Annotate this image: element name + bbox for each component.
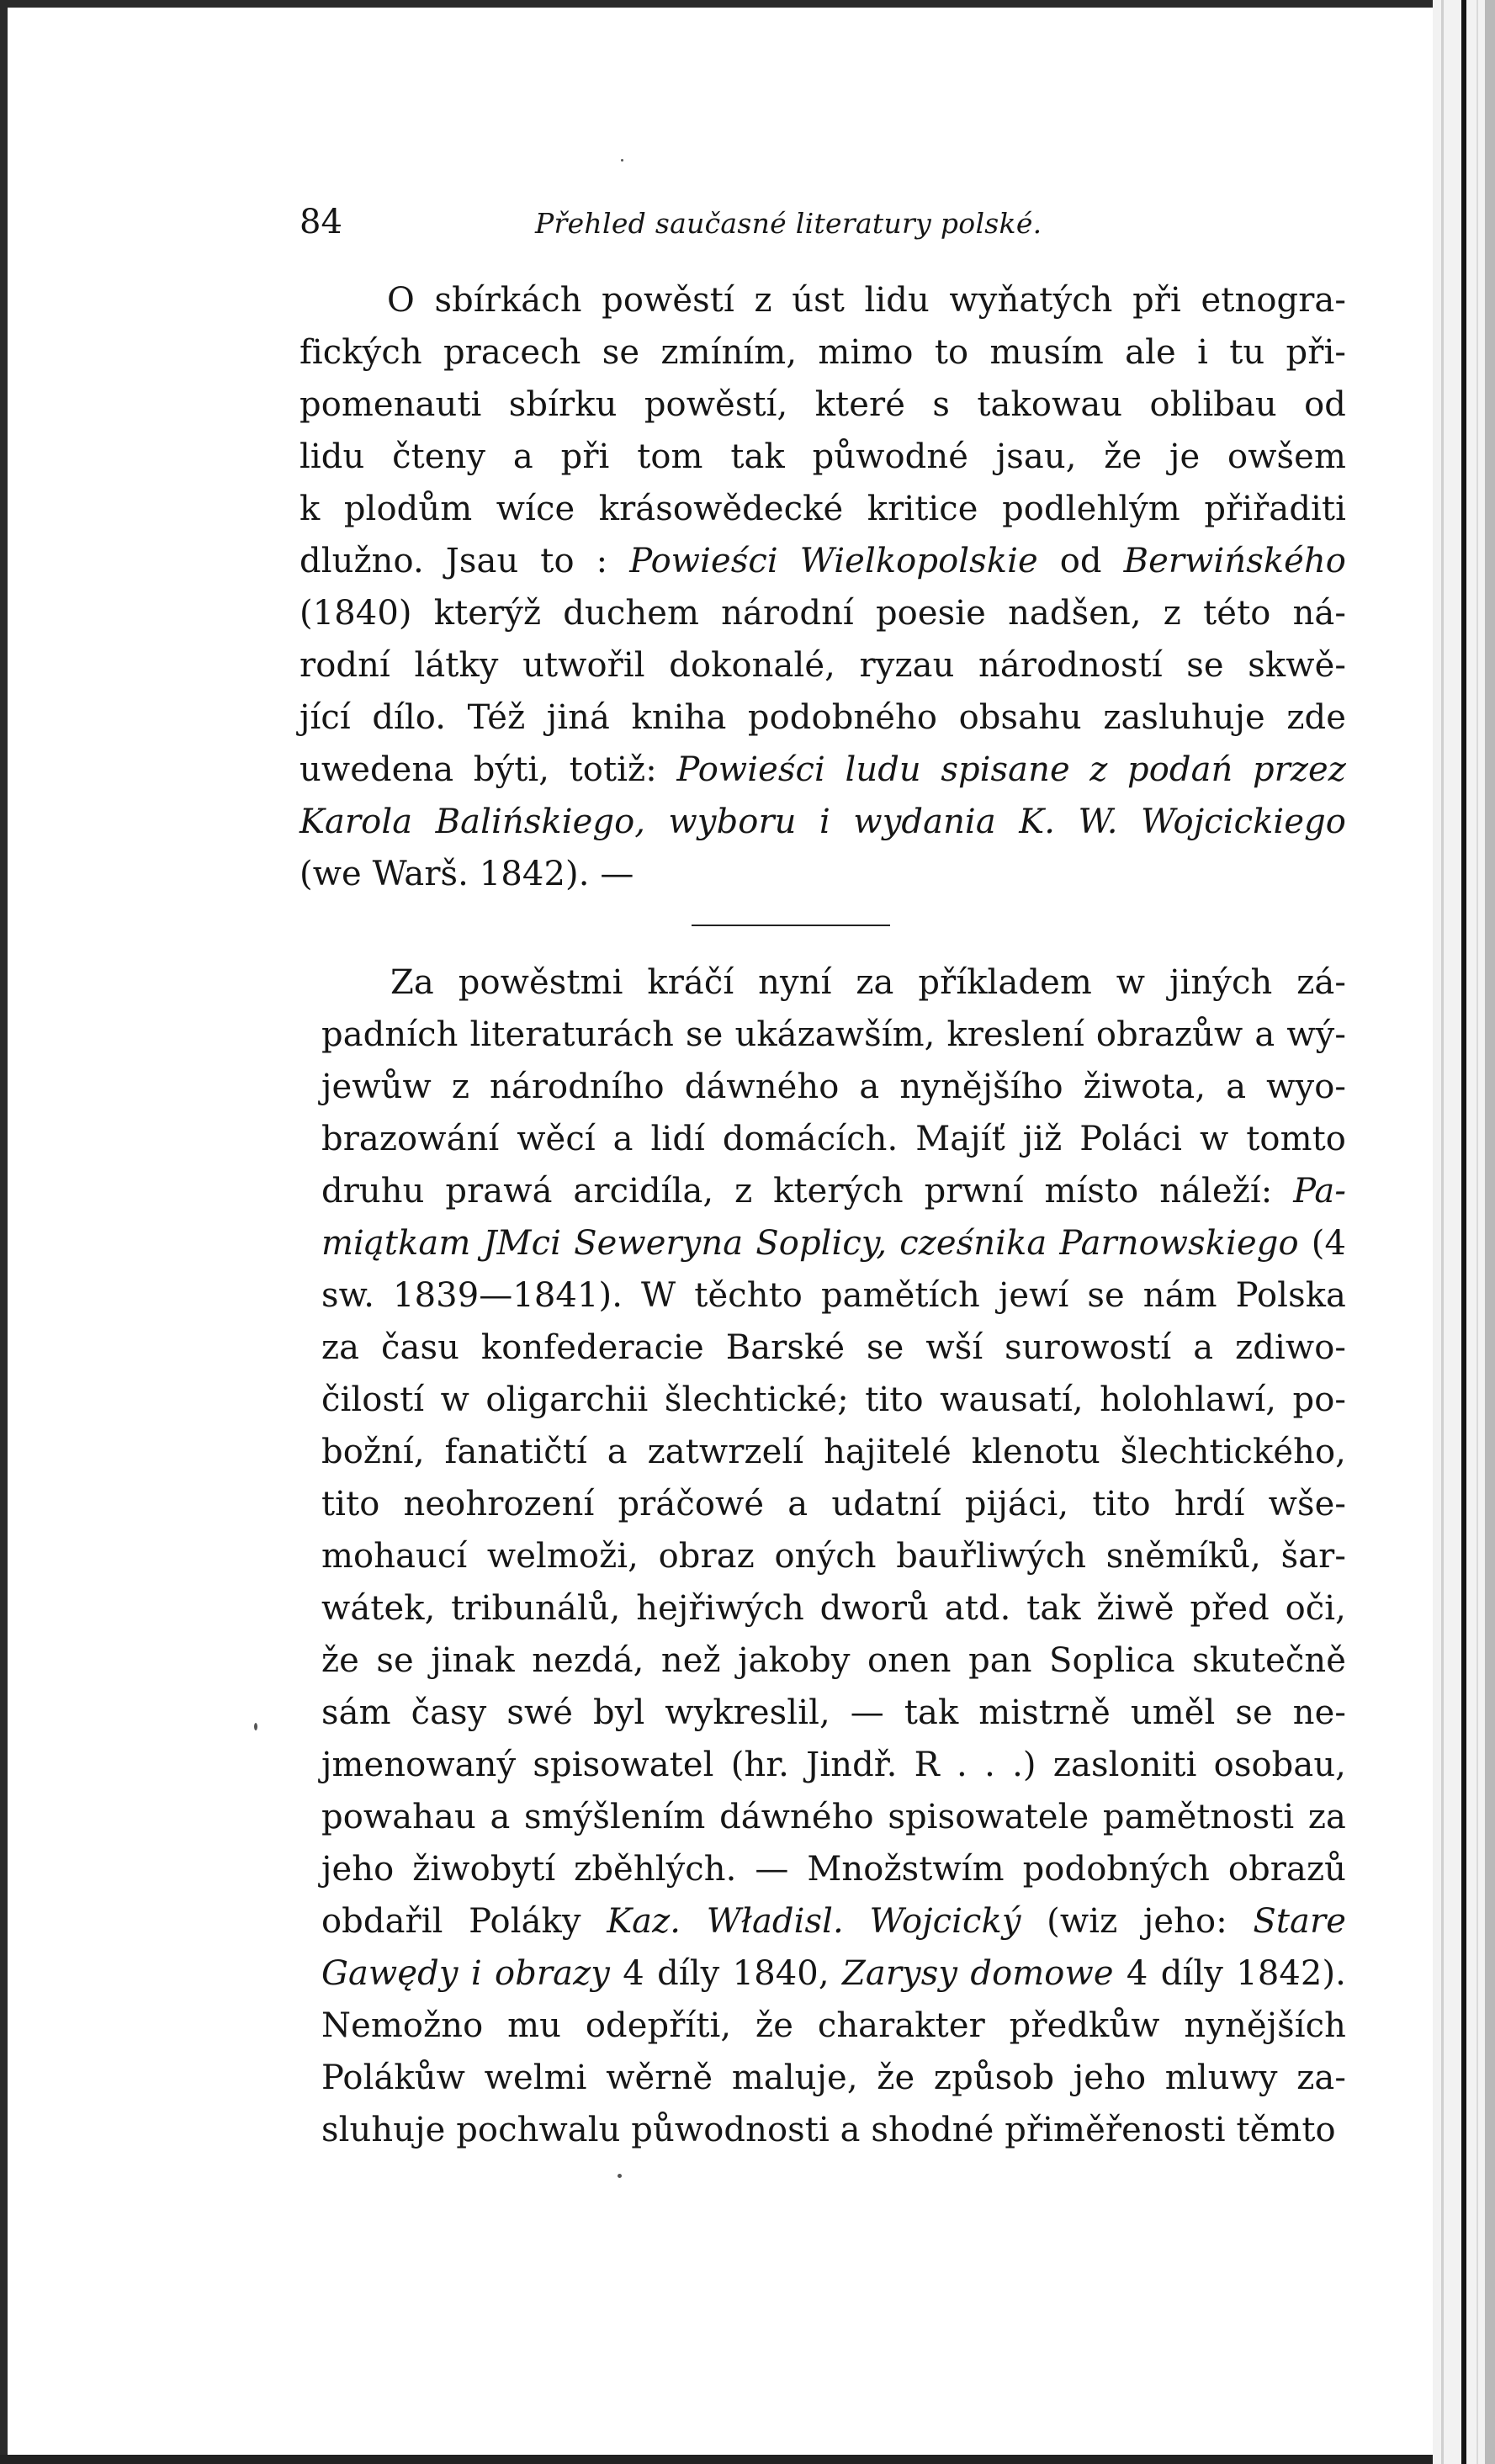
text-line: rodní látky utwořil dokonalé, ryzau národností se skwě- [300, 646, 1346, 685]
text-fragment: 4 díly 1840, [609, 1954, 842, 1993]
author-name: Berwińského [1123, 542, 1346, 580]
text-line: Polákůw welmi wěrně maluje, že způsob jeho mluwy za- [321, 2059, 1346, 2097]
text-line [321, 1947, 1346, 2000]
text-line: za času konfederacie Barské se wší surowostí a zdiwo- [321, 1328, 1346, 1367]
text-line: brazowání wěcí a lidí domácích. Majíť již Poláci w tomto [321, 1120, 1346, 1158]
text-line: mohaucí welmoži, obraz oných bauřliwých sněmíků, šar- [321, 1537, 1346, 1576]
page-number: 84 [300, 203, 342, 241]
ink-speck [618, 2174, 622, 2178]
text-fragment: (wiz jeho: [1021, 1902, 1254, 1941]
text-line: (1840) kterýž duchem národní poesie nadšen, z této ná- [300, 594, 1346, 633]
spine-shadow [1461, 0, 1466, 2464]
text-line [321, 1217, 1346, 1269]
text-line: sluhuje pochwalu půwodnosti a shodné přiměřenosti těmto [321, 2111, 1336, 2149]
text-line: že se jinak nezdá, než jakoby onen pan Soplica skutečně [321, 1641, 1346, 1680]
ink-speck [621, 159, 623, 162]
text-line: lidu čteny a při tom tak půwodné jsau, že je owšem [300, 437, 1346, 476]
text-line: padních literaturách se ukázawším, kreslení obrazůw a wý- [321, 1015, 1346, 1054]
text-line [300, 796, 1346, 848]
text-line: wátek, tribunálů, hejřiwých dworů atd. tak žiwě před oči, [321, 1589, 1346, 1628]
book-title: Gawędy i obrazy [321, 1954, 610, 1993]
page-header [300, 199, 1346, 249]
text-line: tito neohrození práčowé a udatní pijáci, tito hrdí wše- [321, 1485, 1346, 1523]
text-fragment: 4 díly 1842). [1113, 1954, 1346, 1993]
text-line: Za powěstmi kráčí nyní za příkladem w jiných zá- [390, 963, 1346, 1002]
text-fragment: od [1037, 542, 1124, 580]
text-line: jmenowaný spisowatel (hr. Jindř. R . . .) zasloniti osobau, [321, 1746, 1346, 1784]
author-name: Kaz. Władisl. Wojcický [607, 1902, 1021, 1941]
text-fragment: dlužno. Jsau to : [300, 542, 630, 580]
text-line: (we Warš. 1842). — [300, 855, 634, 893]
text-line: jewůw z národního dáwného a nynějšího žiwota, a wyo- [321, 1068, 1346, 1106]
text-fragment: druhu prawá arcidíla, z kterých prwní místo náleží: [321, 1172, 1294, 1211]
book-title: Powieści ludu spisane z podań przez [676, 750, 1346, 789]
running-title: Přehled saučasné literatury polské. [535, 207, 1042, 240]
book-title: Karola Balińskiego, wyboru i wydania K. W. Wojcickiego [300, 803, 1346, 841]
text-fragment: obdařil Poláky [321, 1902, 607, 1941]
text-line: čilostí w oligarchii šlechtické; tito wausatí, holohlawí, po- [321, 1380, 1346, 1419]
text-line [321, 1895, 1346, 1947]
text-line [300, 744, 1346, 796]
book-title: Powieści Wielkopolskie [629, 542, 1038, 580]
paragraph-1 [300, 274, 1346, 900]
text-line: fických pracech se zmíním, mimo to musím ale i tu při- [300, 333, 1346, 372]
text-line: Nemožno mu odepříti, že charakter předkůw nynějších [321, 2006, 1346, 2045]
text-line: sw. 1839—1841). W těchto pamětích jewí se nám Polska [321, 1276, 1346, 1315]
paragraph-2 [321, 956, 1346, 2156]
text-line: pomenauti sbírku powěstí, které s takowau oblibau od [300, 385, 1346, 424]
book-title: Stare [1253, 1902, 1346, 1941]
book-title: Zarysy domowe [841, 1954, 1114, 1993]
text-line: k plodům wíce krásowědecké kritice podlehlým přiřaditi [300, 490, 1346, 528]
spine-line [1441, 0, 1444, 2464]
book-title: miątkam JMci Seweryna Soplicy, cześnika Parnowskiego [321, 1224, 1299, 1263]
text-line [300, 535, 1346, 587]
text-line: powahau a smýšlením dáwného spisowatele pamětnosti za [321, 1798, 1346, 1836]
text-line: jeho žiwobytí zběhlých. — Množstwím podobných obrazů [321, 1850, 1346, 1889]
text-fragment: uwedena býti, totiž: [300, 750, 677, 789]
book-title: Pa- [1293, 1172, 1346, 1211]
text-fragment: (4 [1298, 1224, 1346, 1263]
scan-border-left [0, 0, 8, 2464]
text-line: jící dílo. Též jiná kniha podobného obsahu zasluhuje zde [300, 698, 1346, 737]
text-line: božní, fanatičtí a zatwrzelí hajitelé klenotu šlechtického, [321, 1433, 1346, 1471]
text-line: O sbírkách powěstí z úst lidu wyňatých při etnogra- [387, 281, 1346, 320]
book-page [300, 0, 1346, 2464]
book-spine-edge [1433, 0, 1495, 2464]
text-line: sám časy swé byl wykreslil, — tak mistrně uměl se ne- [321, 1693, 1346, 1732]
text-line [321, 1165, 1346, 1217]
section-divider [692, 925, 890, 926]
spine-outer [1485, 0, 1495, 2464]
ink-speck [254, 1723, 257, 1730]
spine-line [1476, 0, 1478, 2464]
